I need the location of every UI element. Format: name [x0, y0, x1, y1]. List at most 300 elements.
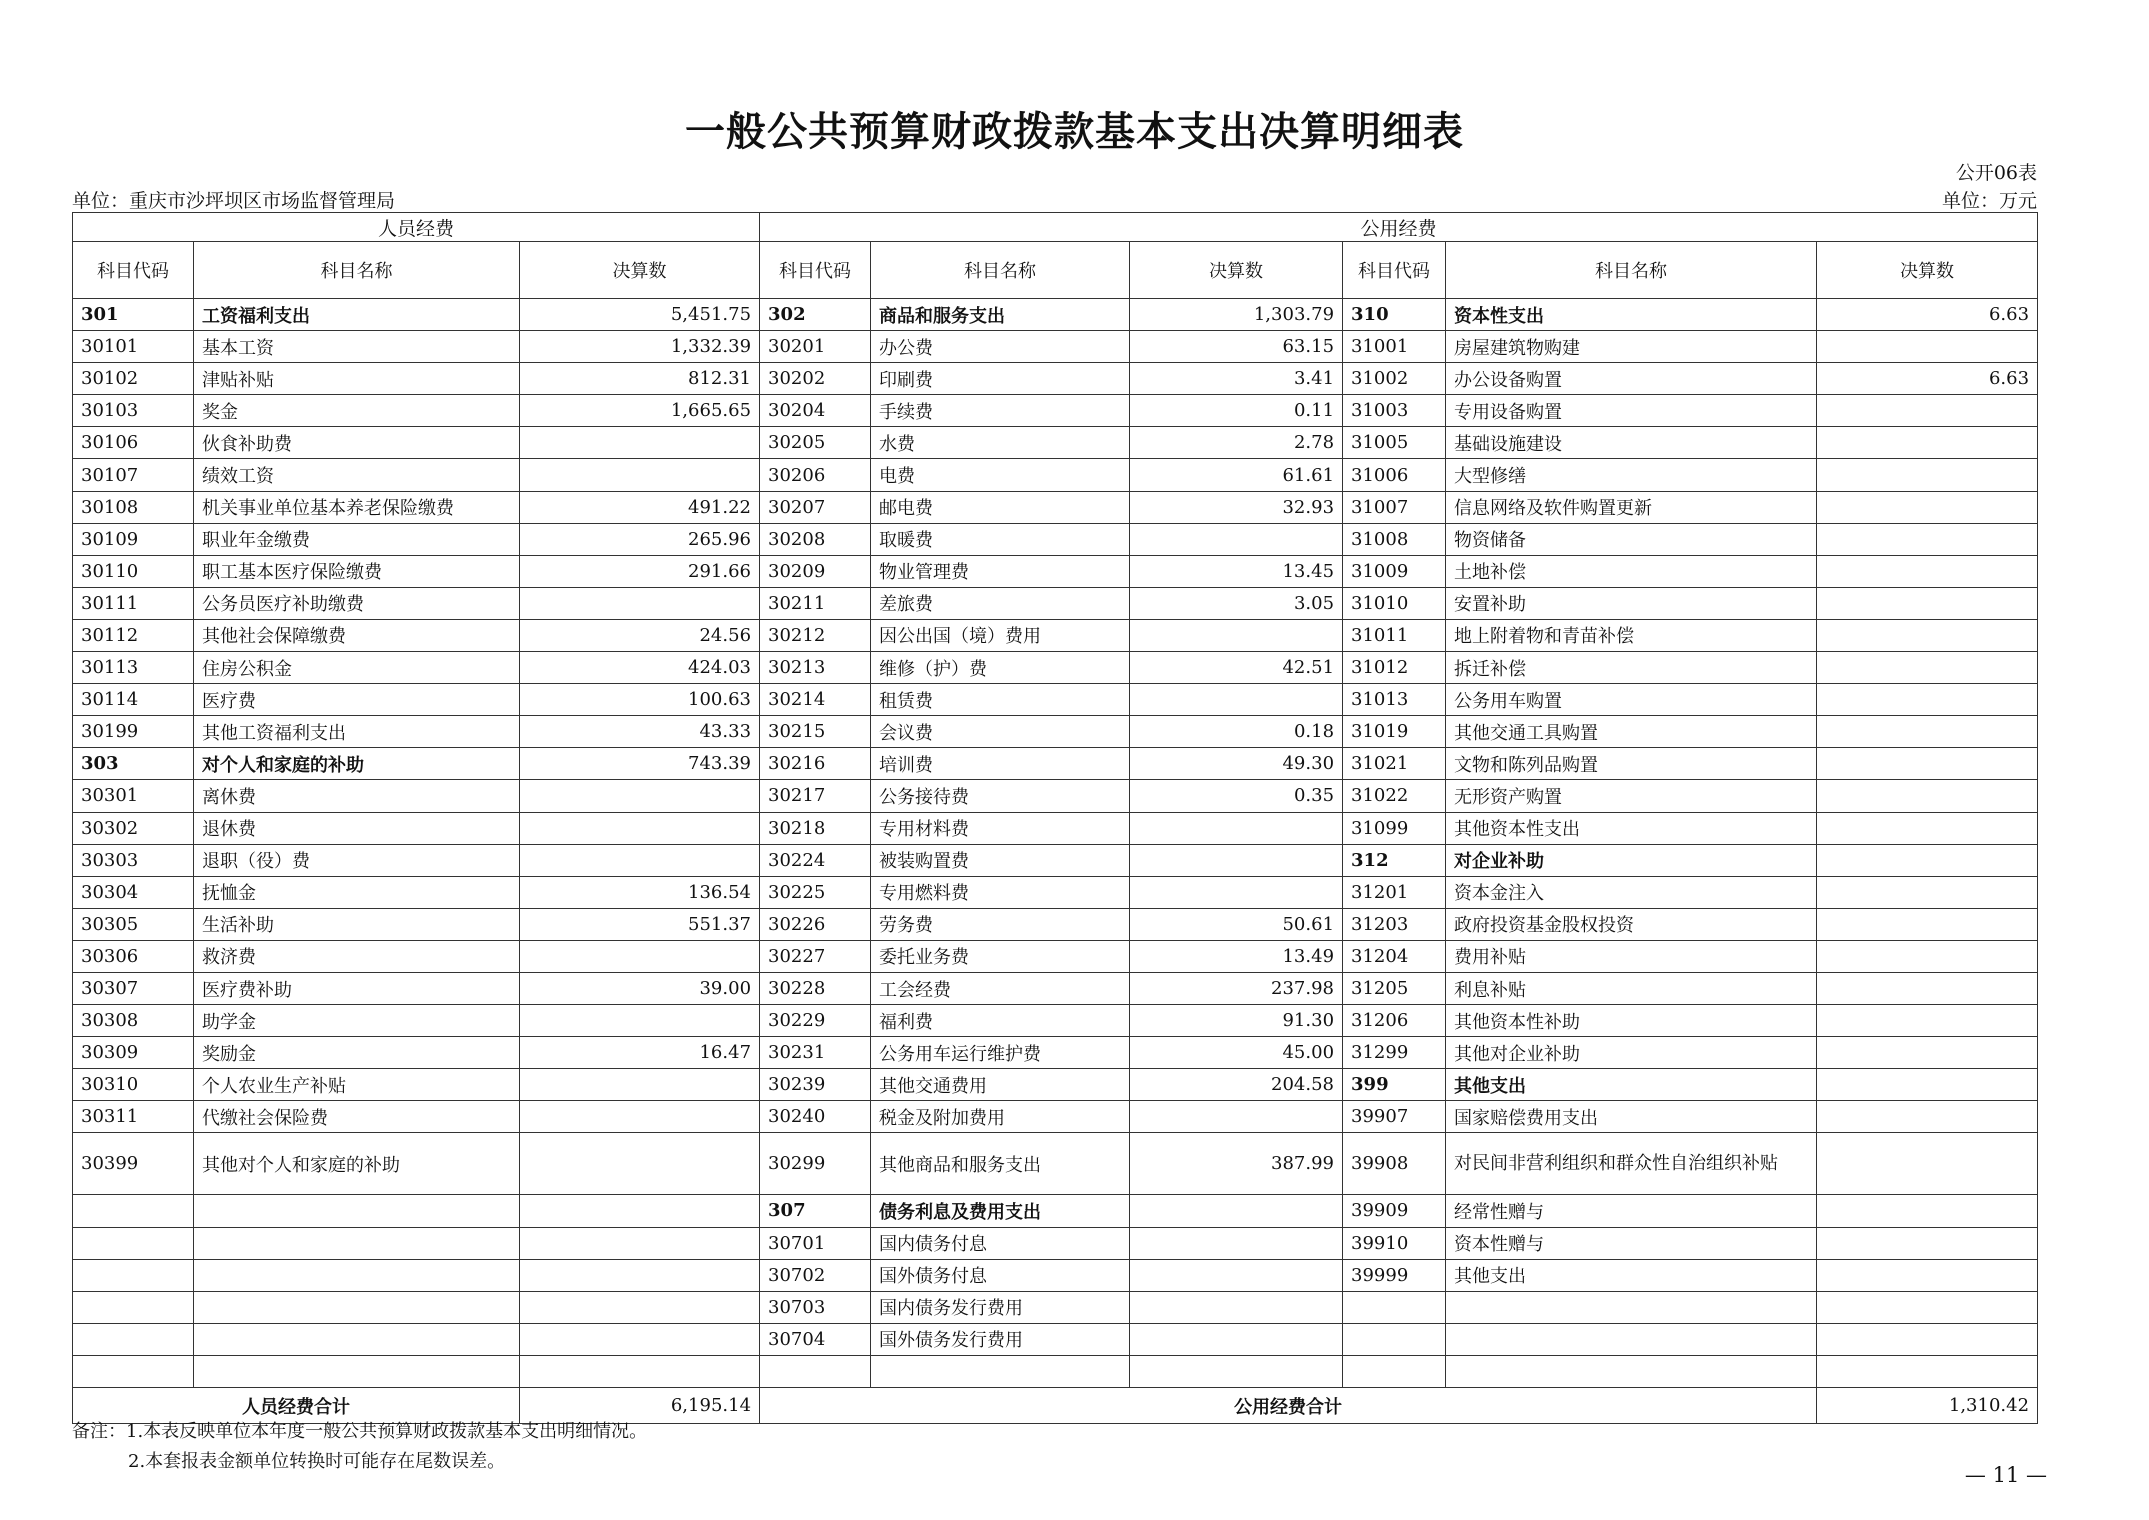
- account-code: 30103: [73, 395, 194, 427]
- account-code: 30305: [73, 908, 194, 940]
- account-code: 39910: [1343, 1227, 1446, 1259]
- account-name: 其他支出: [1446, 1259, 1817, 1291]
- table-row: [73, 748, 2038, 780]
- amount: [1817, 748, 2038, 780]
- amount: [1817, 684, 2038, 716]
- amount: [1817, 1323, 2038, 1355]
- account-name: 委托业务费: [871, 940, 1130, 972]
- amount: 3.05: [1130, 587, 1343, 619]
- table-row: [73, 459, 2038, 491]
- table-row: [73, 427, 2038, 459]
- group-header-row: [73, 213, 2038, 242]
- public-total-label: 公用经费合计: [760, 1388, 1817, 1424]
- account-code: 30213: [760, 652, 871, 684]
- account-code: 39909: [1343, 1195, 1446, 1227]
- amount: [1817, 1195, 2038, 1227]
- account-name: 物业管理费: [871, 555, 1130, 587]
- account-code: 312: [1343, 844, 1446, 876]
- account-code: 30202: [760, 363, 871, 395]
- account-name: 公务用车购置: [1446, 684, 1817, 716]
- group-header-public: 公用经费: [760, 213, 2038, 242]
- amount: 291.66: [520, 555, 760, 587]
- account-code: 30205: [760, 427, 871, 459]
- account-name: [1446, 1323, 1817, 1355]
- account-code: 30101: [73, 331, 194, 363]
- account-name: [194, 1259, 520, 1291]
- account-code: 31099: [1343, 812, 1446, 844]
- account-code: 31007: [1343, 491, 1446, 523]
- account-name: 商品和服务支出: [871, 299, 1130, 331]
- amount: [1817, 491, 2038, 523]
- amount: 24.56: [520, 619, 760, 651]
- amount: [1130, 844, 1343, 876]
- account-code: 30216: [760, 748, 871, 780]
- account-code: 30102: [73, 363, 194, 395]
- amount: [1817, 427, 2038, 459]
- account-code: [73, 1259, 194, 1291]
- account-name: 国内债务发行费用: [871, 1291, 1130, 1323]
- account-name: 其他工资福利支出: [194, 716, 520, 748]
- account-name: 因公出国（境）费用: [871, 619, 1130, 651]
- amount: 13.45: [1130, 555, 1343, 587]
- amount: 16.47: [520, 1037, 760, 1069]
- amount: [1817, 940, 2038, 972]
- account-code: 39908: [1343, 1133, 1446, 1195]
- amount: [520, 427, 760, 459]
- amount: [1130, 1101, 1343, 1133]
- amount: [520, 940, 760, 972]
- account-code: 31005: [1343, 427, 1446, 459]
- account-code: 30304: [73, 876, 194, 908]
- account-name: 其他对企业补助: [1446, 1037, 1817, 1069]
- table-row: [73, 908, 2038, 940]
- account-name: 伙食补助费: [194, 427, 520, 459]
- table-row: [73, 299, 2038, 331]
- account-name: [194, 1291, 520, 1323]
- amount: [520, 844, 760, 876]
- account-name: 国外债务发行费用: [871, 1323, 1130, 1355]
- account-name: 费用补贴: [1446, 940, 1817, 972]
- account-name: 离休费: [194, 780, 520, 812]
- account-code: 30299: [760, 1133, 871, 1195]
- table-row: [73, 684, 2038, 716]
- personnel-total-value: 6,195.14: [520, 1388, 760, 1424]
- amount: [1130, 812, 1343, 844]
- form-number: 公开06表: [1955, 162, 2037, 184]
- amount: [1817, 619, 2038, 651]
- account-code: [73, 1355, 194, 1387]
- account-name: 奖金: [194, 395, 520, 427]
- col-header-amount: 决算数: [1817, 242, 2038, 299]
- account-name: 地上附着物和青苗补偿: [1446, 619, 1817, 651]
- account-name: 维修（护）费: [871, 652, 1130, 684]
- account-name: [1446, 1291, 1817, 1323]
- account-name: [1446, 1355, 1817, 1387]
- account-name: 基本工资: [194, 331, 520, 363]
- account-name: 公务用车运行维护费: [871, 1037, 1130, 1069]
- amount: 45.00: [1130, 1037, 1343, 1069]
- account-code: 30301: [73, 780, 194, 812]
- account-code: 30199: [73, 716, 194, 748]
- amount: [1817, 459, 2038, 491]
- account-code: 30308: [73, 1005, 194, 1037]
- public-total-value: 1,310.42: [1817, 1388, 2038, 1424]
- amount: [1817, 1227, 2038, 1259]
- account-name: 其他社会保障缴费: [194, 619, 520, 651]
- account-code: 30704: [760, 1323, 871, 1355]
- amount: 50.61: [1130, 908, 1343, 940]
- amount: [520, 1195, 760, 1227]
- account-name: 住房公积金: [194, 652, 520, 684]
- amount: [1817, 844, 2038, 876]
- account-code: 30303: [73, 844, 194, 876]
- account-code: 30211: [760, 587, 871, 619]
- col-header-name: 科目名称: [1446, 242, 1817, 299]
- account-code: 30703: [760, 1291, 871, 1323]
- account-code: 30106: [73, 427, 194, 459]
- account-name: 专用材料费: [871, 812, 1130, 844]
- account-code: 399: [1343, 1069, 1446, 1101]
- col-header-code: 科目代码: [73, 242, 194, 299]
- account-name: 手续费: [871, 395, 1130, 427]
- amount: [520, 1227, 760, 1259]
- amount: [1817, 716, 2038, 748]
- account-code: 30113: [73, 652, 194, 684]
- page-title: 一般公共预算财政拨款基本支出决算明细表: [685, 108, 1464, 155]
- account-code: 30217: [760, 780, 871, 812]
- account-name: 对企业补助: [1446, 844, 1817, 876]
- amount: [1130, 1259, 1343, 1291]
- table-row: [73, 1355, 2038, 1387]
- table-row: [73, 652, 2038, 684]
- account-name: 办公费: [871, 331, 1130, 363]
- amount: [520, 812, 760, 844]
- account-name: 其他交通费用: [871, 1069, 1130, 1101]
- account-code: 30307: [73, 972, 194, 1004]
- amount: [1817, 1291, 2038, 1323]
- amount: [520, 459, 760, 491]
- account-code: 30224: [760, 844, 871, 876]
- amount: [520, 1355, 760, 1387]
- account-code: 31003: [1343, 395, 1446, 427]
- amount: 6.63: [1817, 299, 2038, 331]
- table-row: [73, 1323, 2038, 1355]
- account-code: 31009: [1343, 555, 1446, 587]
- table-row: [73, 491, 2038, 523]
- account-code: 30206: [760, 459, 871, 491]
- account-code: [760, 1355, 871, 1387]
- account-code: 31299: [1343, 1037, 1446, 1069]
- amount: 0.35: [1130, 780, 1343, 812]
- amount: 6.63: [1817, 363, 2038, 395]
- account-name: 资本性支出: [1446, 299, 1817, 331]
- amount: [1130, 1291, 1343, 1323]
- account-code: 30311: [73, 1101, 194, 1133]
- account-name: 职业年金缴费: [194, 523, 520, 555]
- account-code: 30207: [760, 491, 871, 523]
- account-name: [194, 1323, 520, 1355]
- table-row: [73, 363, 2038, 395]
- table-row: [73, 780, 2038, 812]
- account-name: 取暖费: [871, 523, 1130, 555]
- table-row: [73, 1195, 2038, 1227]
- amount: 743.39: [520, 748, 760, 780]
- account-name: 文物和陈列品购置: [1446, 748, 1817, 780]
- account-code: 31006: [1343, 459, 1446, 491]
- account-name: 办公设备购置: [1446, 363, 1817, 395]
- account-name: 抚恤金: [194, 876, 520, 908]
- account-code: 31019: [1343, 716, 1446, 748]
- amount: 812.31: [520, 363, 760, 395]
- amount: [1817, 587, 2038, 619]
- amount: [1817, 1005, 2038, 1037]
- account-code: 301: [73, 299, 194, 331]
- account-code: 30108: [73, 491, 194, 523]
- account-code: 30111: [73, 587, 194, 619]
- amount: 136.54: [520, 876, 760, 908]
- account-name: 物资储备: [1446, 523, 1817, 555]
- account-name: 拆迁补偿: [1446, 652, 1817, 684]
- table-row: [73, 1259, 2038, 1291]
- account-name: 经常性赠与: [1446, 1195, 1817, 1227]
- amount: [1130, 1195, 1343, 1227]
- account-name: 助学金: [194, 1005, 520, 1037]
- amount: [1130, 684, 1343, 716]
- amount: [1817, 812, 2038, 844]
- amount: 49.30: [1130, 748, 1343, 780]
- group-header-personnel: 人员经费: [73, 213, 760, 242]
- account-code: 30399: [73, 1133, 194, 1195]
- table-row: [73, 587, 2038, 619]
- account-name: 利息补贴: [1446, 972, 1817, 1004]
- account-code: 39907: [1343, 1101, 1446, 1133]
- account-name: 专用燃料费: [871, 876, 1130, 908]
- account-code: 303: [73, 748, 194, 780]
- amount: [520, 1133, 760, 1195]
- amount: [520, 1259, 760, 1291]
- col-header-amount: 决算数: [1130, 242, 1343, 299]
- account-code: 31204: [1343, 940, 1446, 972]
- account-code: 31008: [1343, 523, 1446, 555]
- account-code: 30107: [73, 459, 194, 491]
- account-code: 30212: [760, 619, 871, 651]
- account-name: 会议费: [871, 716, 1130, 748]
- account-name: [194, 1195, 520, 1227]
- table-row: [73, 555, 2038, 587]
- amount: [1817, 1133, 2038, 1195]
- account-code: 310: [1343, 299, 1446, 331]
- account-name: 津贴补贴: [194, 363, 520, 395]
- account-code: 31010: [1343, 587, 1446, 619]
- account-code: 30208: [760, 523, 871, 555]
- amount: 237.98: [1130, 972, 1343, 1004]
- account-name: 被装购置费: [871, 844, 1130, 876]
- amount: 2.78: [1130, 427, 1343, 459]
- account-code: [73, 1323, 194, 1355]
- amount: 1,332.39: [520, 331, 760, 363]
- account-code: [1343, 1291, 1446, 1323]
- amount: 32.93: [1130, 491, 1343, 523]
- amount: 387.99: [1130, 1133, 1343, 1195]
- account-name: 工资福利支出: [194, 299, 520, 331]
- reporting-unit: 单位：重庆市沙坪坝区市场监督管理局: [72, 190, 396, 212]
- account-code: 30310: [73, 1069, 194, 1101]
- amount: [1817, 1355, 2038, 1387]
- amount: 43.33: [520, 716, 760, 748]
- table-row: [73, 876, 2038, 908]
- account-code: 30227: [760, 940, 871, 972]
- account-code: 31203: [1343, 908, 1446, 940]
- account-name: 水费: [871, 427, 1130, 459]
- account-name: 福利费: [871, 1005, 1130, 1037]
- table-row: [73, 940, 2038, 972]
- expenditure-table: [72, 212, 2038, 1424]
- amount: 5,451.75: [520, 299, 760, 331]
- amount: [1817, 395, 2038, 427]
- account-code: 30204: [760, 395, 871, 427]
- amount: 61.61: [1130, 459, 1343, 491]
- account-name: 电费: [871, 459, 1130, 491]
- account-code: 302: [760, 299, 871, 331]
- currency-unit: 单位：万元: [1941, 190, 2037, 212]
- table-row: [73, 1037, 2038, 1069]
- account-name: 其他商品和服务支出: [871, 1133, 1130, 1195]
- amount: [520, 587, 760, 619]
- col-header-name: 科目名称: [871, 242, 1130, 299]
- table-row: [73, 716, 2038, 748]
- account-name: 政府投资基金股权投资: [1446, 908, 1817, 940]
- account-name: 个人农业生产补贴: [194, 1069, 520, 1101]
- account-code: 31201: [1343, 876, 1446, 908]
- account-name: 基础设施建设: [1446, 427, 1817, 459]
- account-name: 差旅费: [871, 587, 1130, 619]
- amount: [1817, 331, 2038, 363]
- account-name: 税金及附加费用: [871, 1101, 1130, 1133]
- account-name: 培训费: [871, 748, 1130, 780]
- col-header-code: 科目代码: [760, 242, 871, 299]
- account-code: 30209: [760, 555, 871, 587]
- personnel-total-label: 人员经费合计: [73, 1388, 520, 1424]
- account-name: 对民间非营利组织和群众性自治组织补贴: [1446, 1133, 1817, 1195]
- amount: 265.96: [520, 523, 760, 555]
- amount: [1817, 876, 2038, 908]
- account-code: 30201: [760, 331, 871, 363]
- amount: 100.63: [520, 684, 760, 716]
- account-name: 对个人和家庭的补助: [194, 748, 520, 780]
- amount: [1130, 876, 1343, 908]
- account-code: [73, 1291, 194, 1323]
- table-row: [73, 972, 2038, 1004]
- account-name: 资本金注入: [1446, 876, 1817, 908]
- account-code: [1343, 1355, 1446, 1387]
- amount: 63.15: [1130, 331, 1343, 363]
- account-code: 31205: [1343, 972, 1446, 1004]
- amount: [1817, 780, 2038, 812]
- account-name: 资本性赠与: [1446, 1227, 1817, 1259]
- account-code: [73, 1227, 194, 1259]
- account-code: 39999: [1343, 1259, 1446, 1291]
- account-name: 绩效工资: [194, 459, 520, 491]
- table-row: [73, 812, 2038, 844]
- account-name: 退职（役）费: [194, 844, 520, 876]
- account-code: 30114: [73, 684, 194, 716]
- account-code: [1343, 1323, 1446, 1355]
- amount: [1817, 555, 2038, 587]
- account-name: 救济费: [194, 940, 520, 972]
- account-code: 30109: [73, 523, 194, 555]
- account-code: 30229: [760, 1005, 871, 1037]
- amount: [520, 780, 760, 812]
- account-code: 30218: [760, 812, 871, 844]
- table-row: [73, 395, 2038, 427]
- table-row: [73, 1069, 2038, 1101]
- table-row: [73, 1227, 2038, 1259]
- account-name: 信息网络及软件购置更新: [1446, 491, 1817, 523]
- account-name: 医疗费: [194, 684, 520, 716]
- account-name: 房屋建筑物购建: [1446, 331, 1817, 363]
- col-header-name: 科目名称: [194, 242, 520, 299]
- account-code: 30214: [760, 684, 871, 716]
- account-name: 公务接待费: [871, 780, 1130, 812]
- account-name: 机关事业单位基本养老保险缴费: [194, 491, 520, 523]
- account-code: 30110: [73, 555, 194, 587]
- amount: 0.11: [1130, 395, 1343, 427]
- column-header-row: [73, 242, 2038, 299]
- table-row: [73, 1005, 2038, 1037]
- account-code: 30228: [760, 972, 871, 1004]
- account-name: [194, 1355, 520, 1387]
- amount: 39.00: [520, 972, 760, 1004]
- account-name: 医疗费补助: [194, 972, 520, 1004]
- amount: 91.30: [1130, 1005, 1343, 1037]
- account-code: 31001: [1343, 331, 1446, 363]
- table-row: [73, 1133, 2038, 1195]
- amount: 424.03: [520, 652, 760, 684]
- account-code: 30226: [760, 908, 871, 940]
- table-row: [73, 844, 2038, 876]
- amount: [1130, 619, 1343, 651]
- amount: [1130, 1227, 1343, 1259]
- account-name: 工会经费: [871, 972, 1130, 1004]
- account-code: 31013: [1343, 684, 1446, 716]
- account-name: 生活补助: [194, 908, 520, 940]
- account-code: 30701: [760, 1227, 871, 1259]
- account-code: 31011: [1343, 619, 1446, 651]
- account-name: 国外债务付息: [871, 1259, 1130, 1291]
- amount: [1130, 1323, 1343, 1355]
- account-name: 专用设备购置: [1446, 395, 1817, 427]
- account-name: 国家赔偿费用支出: [1446, 1101, 1817, 1133]
- amount: [1817, 1069, 2038, 1101]
- page-number: — 11 —: [1964, 1463, 2047, 1487]
- account-code: 30112: [73, 619, 194, 651]
- amount: [520, 1005, 760, 1037]
- account-name: [194, 1227, 520, 1259]
- account-name: 大型修缮: [1446, 459, 1817, 491]
- note-line-1: 备注：1.本表反映单位本年度一般公共预算财政拨款基本支出明细情况。: [72, 1421, 648, 1442]
- account-name: 其他对个人和家庭的补助: [194, 1133, 520, 1195]
- account-code: 307: [760, 1195, 871, 1227]
- account-code: 31012: [1343, 652, 1446, 684]
- amount: [520, 1101, 760, 1133]
- account-code: 30702: [760, 1259, 871, 1291]
- amount: [1817, 972, 2038, 1004]
- notes: [72, 1417, 647, 1477]
- account-name: 其他交通工具购置: [1446, 716, 1817, 748]
- account-name: 邮电费: [871, 491, 1130, 523]
- table-row: [73, 1291, 2038, 1323]
- account-name: 印刷费: [871, 363, 1130, 395]
